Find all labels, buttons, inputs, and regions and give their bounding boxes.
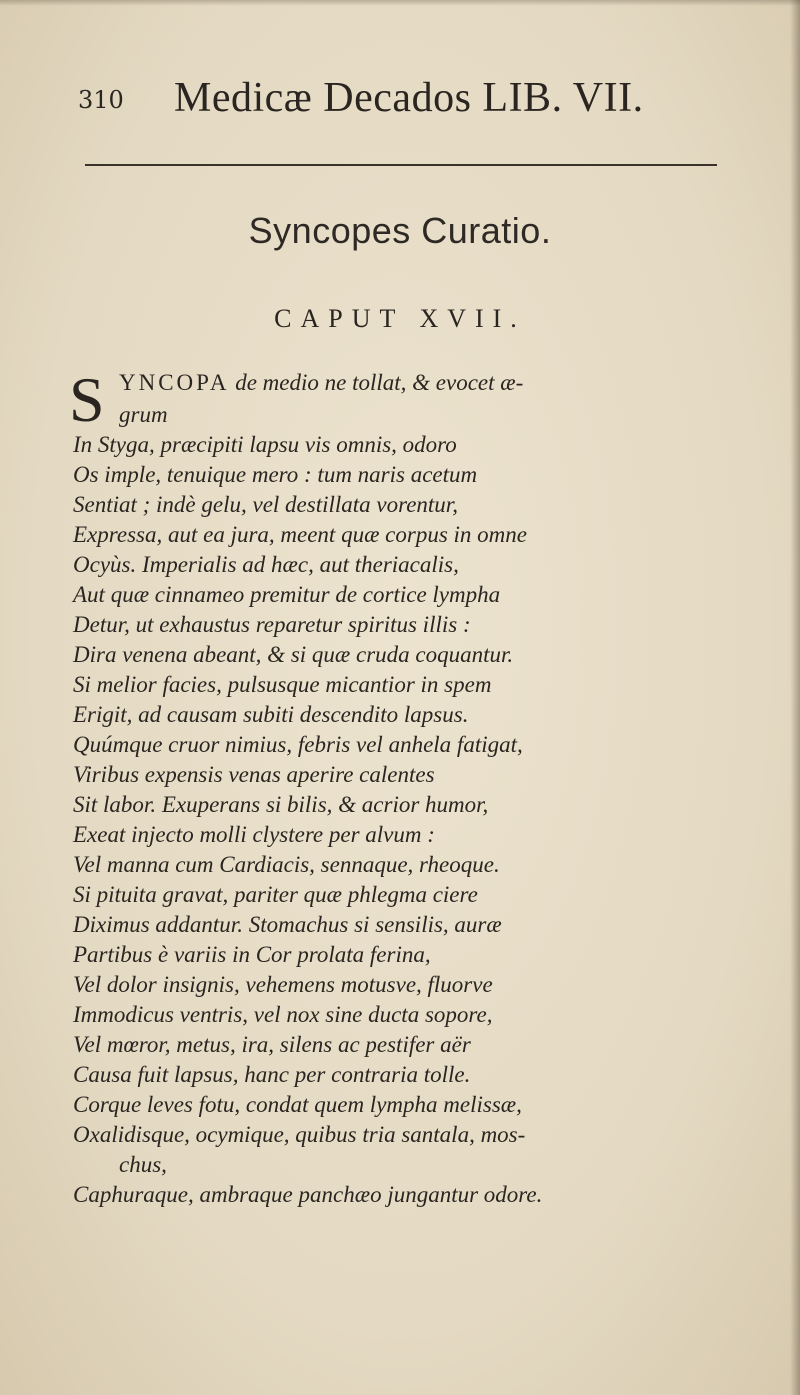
running-title: Medicæ Decados LIB. VII.: [174, 75, 644, 121]
verse-line-continuation: chus,: [119, 1152, 167, 1177]
verse-last-line: Caphuraque, ambraque panchæo jungantur odore.: [73, 1182, 543, 1207]
verse-line: Immodicus ventris, vel nox sine ducta sopore,: [73, 1002, 493, 1027]
verse-line: Corque leves fotu, condat quem lympha melissæ,: [73, 1092, 522, 1117]
header-rule: [85, 164, 717, 166]
page-edge-shadow-top: [0, 0, 800, 6]
verse-line: Erigit, ad causam subiti descendito lapsus.: [73, 702, 469, 727]
verse-line: In Styga, præcipiti lapsu vis omnis, odoro: [73, 432, 457, 457]
verse-line: Quúmque cruor nimius, febris vel anhela fatigat,: [73, 732, 523, 757]
verse-body: [69, 364, 723, 1210]
verse-line: Vel manna cum Cardiacis, sennaque, rheoque.: [73, 852, 500, 877]
chapter-heading: CAPUT XVII.: [274, 304, 526, 333]
verse-line: Vel mœror, metus, ira, silens ac pestifer aër: [73, 1032, 471, 1057]
page-header: [74, 74, 714, 124]
verse-line: Dira venena abeant, & si quæ cruda coquantur.: [73, 642, 514, 667]
first-word: YNCOPA: [119, 370, 230, 395]
verse-line: Os imple, tenuique mero : tum naris acetum: [73, 462, 478, 487]
verse-line: Expressa, aut ea jura, meent quæ corpus in omne: [73, 522, 527, 547]
first-line-continuation: grum: [119, 402, 168, 427]
section-title: Syncopes Curatio.: [248, 210, 552, 251]
verse-line: Viribus expensis venas aperire calentes: [73, 762, 435, 787]
page-number: 310: [78, 86, 124, 114]
verse-line: Ocyùs. Imperialis ad hæc, aut theriacalis,: [73, 552, 459, 577]
verse-line: Sentiat ; indè gelu, vel destillata vorentur,: [73, 492, 458, 517]
verse-line: Si pituita gravat, pariter quæ phlegma ciere: [73, 882, 478, 907]
verse-line: Vel dolor insignis, vehemens motusve, fluorve: [73, 972, 493, 997]
verse-line: Aut quæ cinnameo premitur de cortice lympha: [73, 582, 501, 607]
verse-line: Oxalidisque, ocymique, quibus tria santala, mos-: [73, 1122, 526, 1147]
verse-line: Detur, ut exhaustus reparetur spiritus illis :: [73, 612, 471, 637]
verse-line: Causa fuit lapsus, hanc per contraria tolle.: [73, 1062, 471, 1087]
verse-line: Partibus è variis in Cor prolata ferina,: [73, 942, 431, 967]
drop-cap: S: [69, 364, 105, 435]
verse-line: Sit labor. Exuperans si bilis, & acrior humor,: [73, 792, 489, 817]
verse-line: Exeat injecto molli clystere per alvum :: [73, 822, 435, 847]
verse-line: Diximus addantur. Stomachus si sensilis, auræ: [73, 912, 502, 937]
first-line-text: de medio ne tollat, & evocet æ-: [235, 370, 524, 395]
verse-line: Si melior facies, pulsusque micantior in spem: [73, 672, 492, 697]
